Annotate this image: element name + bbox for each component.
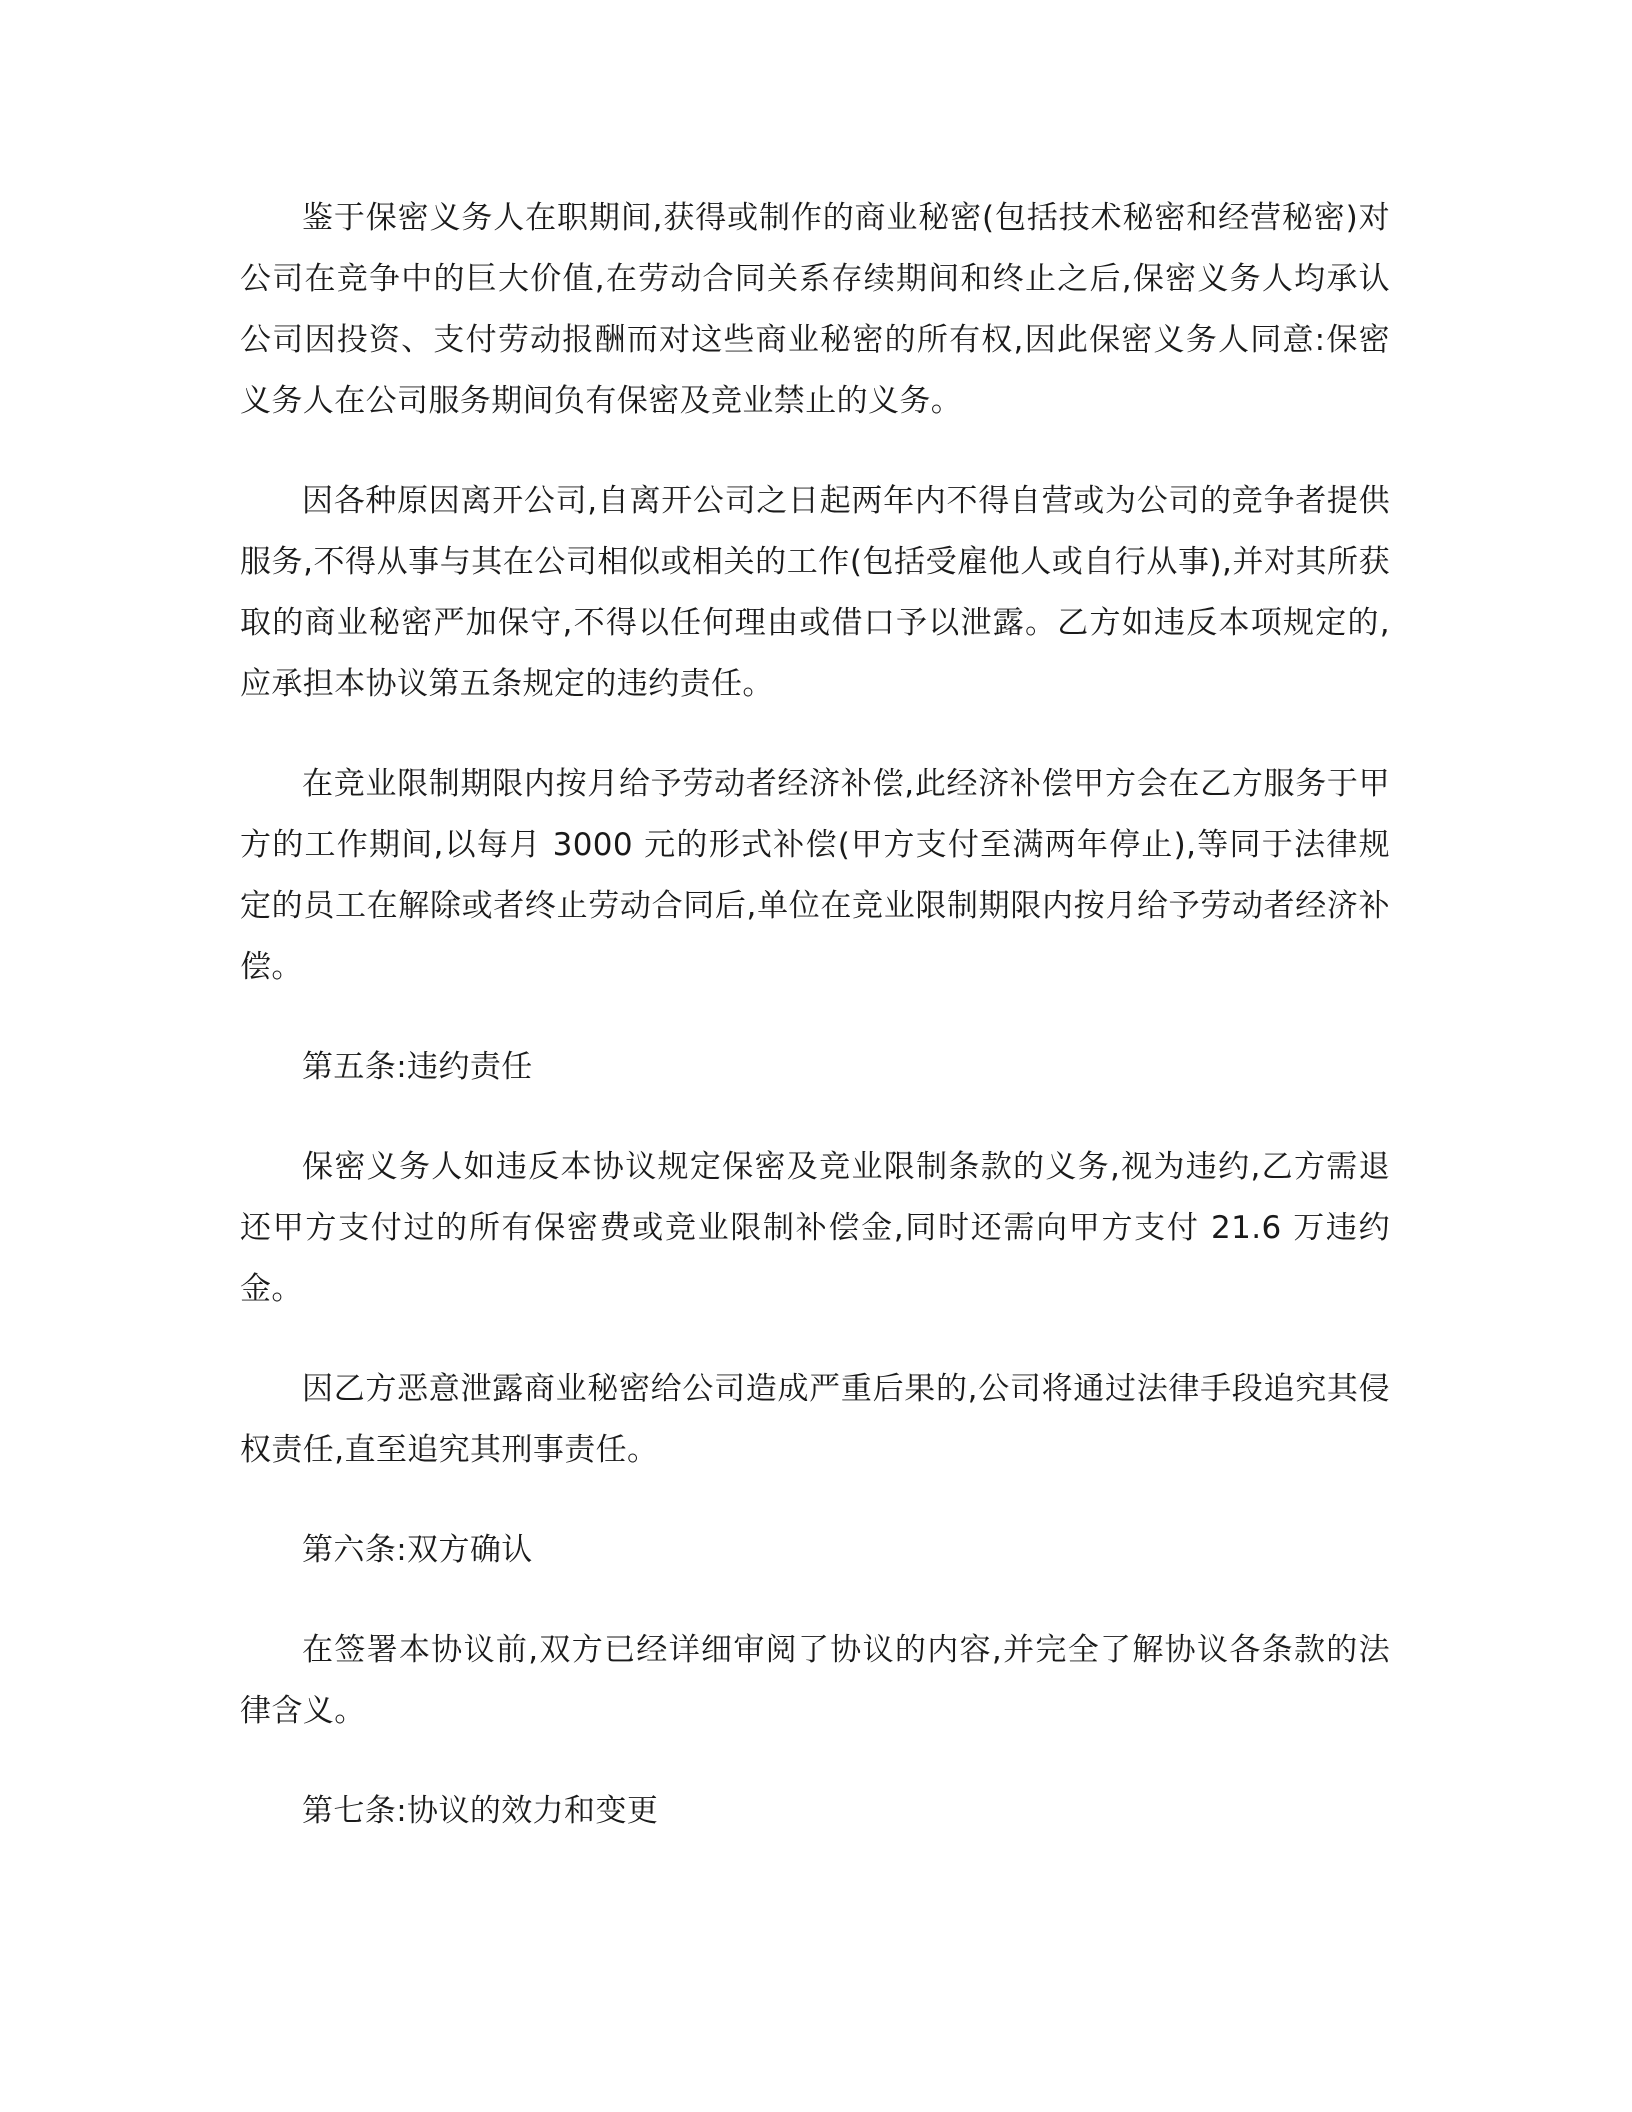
paragraph-non-compete: 因各种原因离开公司,自离开公司之日起两年内不得自营或为公司的竞争者提供服务,不得从事与其在公司相似或相关的工作(包括受雇他人或自行从事),并对其所获取的商业秘密严加保守,不得以任何理由或借口予以泄露。乙方如违反本项规定的,应承担本协议第五条规定的违约责任。 [240, 483, 1390, 702]
section-heading-article-6: 第六条:双方确认 [302, 1532, 533, 1568]
section-heading-article-5: 第五条:违约责任 [302, 1049, 533, 1085]
paragraph-confidentiality-obligation: 鉴于保密义务人在职期间,获得或制作的商业秘密(包括技术秘密和经营秘密)对公司在竞争中的巨大价值,在劳动合同关系存续期间和终止之后,保密义务人均承认公司因投资、支付劳动报酬而对这些商业秘密的所有权,因此保密义务人同意:保密义务人在公司服务期间负有保密及竞业禁止的义务。 [240, 200, 1390, 419]
paragraph-breach-liability: 保密义务人如违反本协议规定保密及竞业限制条款的义务,视为违约,乙方需退还甲方支付过的所有保密费或竞业限制补偿金,同时还需向甲方支付 21.6 万违约金。 [240, 1149, 1390, 1307]
paragraph-mutual-confirmation: 在签署本协议前,双方已经详细审阅了协议的内容,并完全了解协议各条款的法律含义。 [240, 1632, 1390, 1729]
paragraph-compensation: 在竞业限制期限内按月给予劳动者经济补偿,此经济补偿甲方会在乙方服务于甲方的工作期间,以每月 3000 元的形式补偿(甲方支付至满两年停止),等同于法律规定的员工在解除或者终止劳动合同后,单位在竞业限制期限内按月给予劳动者经济补偿。 [240, 766, 1390, 985]
document-body [240, 188, 1390, 1842]
section-heading-article-7: 第七条:协议的效力和变更 [302, 1793, 659, 1829]
paragraph-malicious-disclosure: 因乙方恶意泄露商业秘密给公司造成严重后果的,公司将通过法律手段追究其侵权责任,直至追究其刑事责任。 [240, 1371, 1390, 1468]
